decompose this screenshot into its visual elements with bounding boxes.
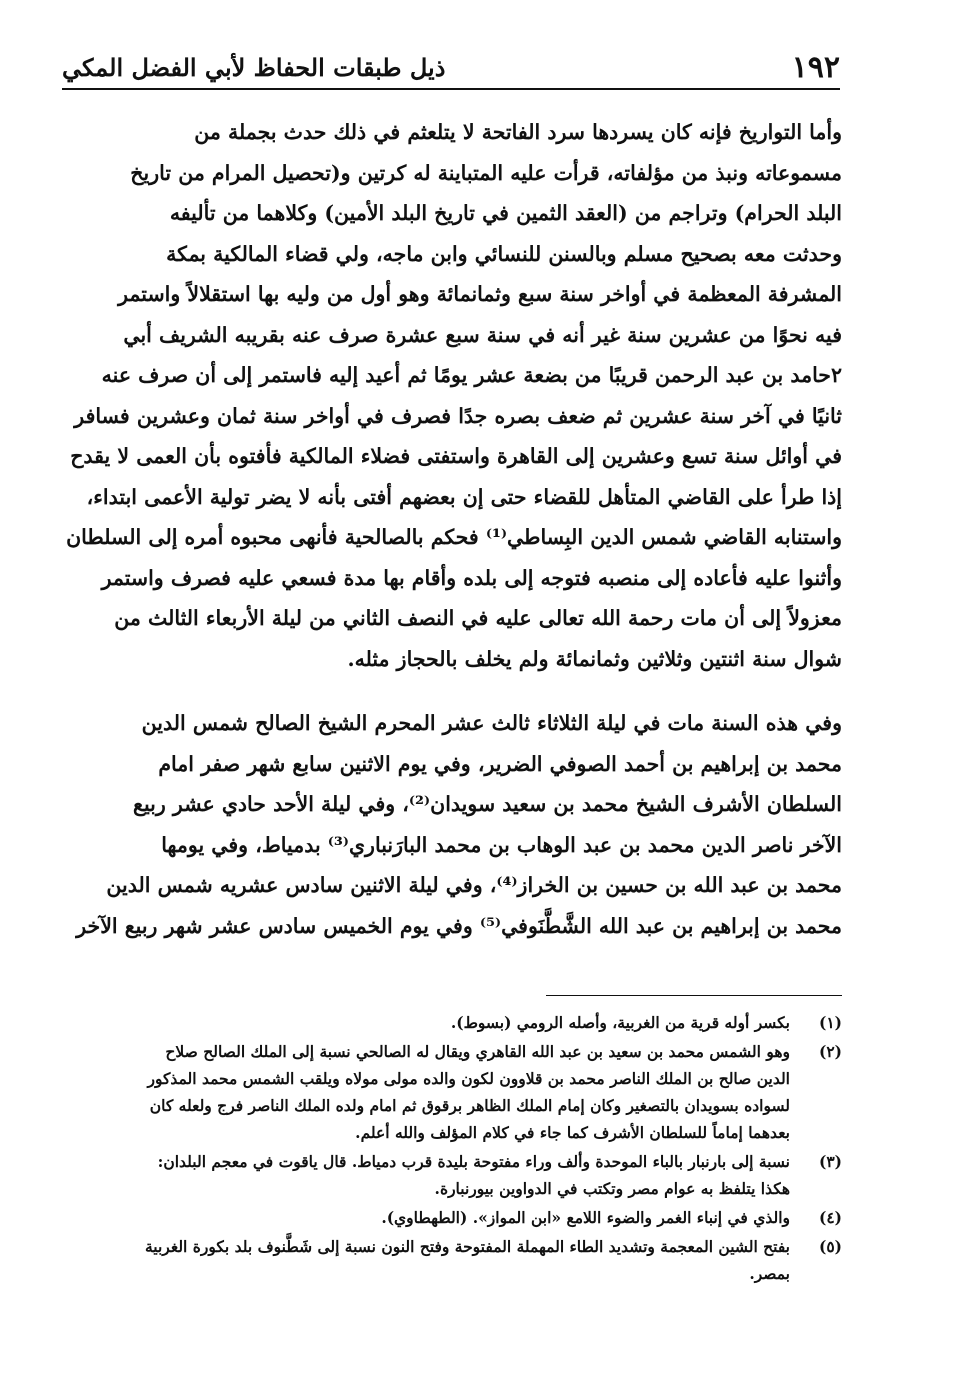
text-line: وأما التواريخ فإنه كان يسردها سرد الفاتحة لا يتلعثم في ذلك حدث بجملة من [194, 120, 842, 144]
footnote-line: لسواده بسويدان بالتصغير وكان إمام الملك الظاهر برقوق ثم امام ولده الملك الناصر فرج ولعله كان [149, 1096, 790, 1115]
running-title: ذيل طبقات الحفاظ لأبي الفضل المكي [62, 53, 446, 82]
footnote-number: (٥) [818, 1237, 842, 1256]
text-line: ٢حامد بن عبد الرحمن قريبًا من بضعة عشر يومًا ثم أعيد إليه فاستمر إلى أن صرف عنه [101, 363, 842, 387]
paragraph-1 [66, 112, 842, 679]
page-header [62, 48, 840, 90]
text-line: وفي هذه السنة مات في ليلة الثلاثاء ثالث عشر المحرم الشيخ الصالح شمس الدين [141, 711, 842, 735]
text-line: شوال سنة اثنتين وثلاثين وثمانمائة ولم يخلف بالحجاز مثله. [347, 646, 842, 671]
text-line: في أوائل سنة تسع وعشرين إلى القاهرة واستفتى فضلاء المالكية فأفتوه بأن العمى لا يقدح [70, 444, 842, 468]
text-line: واستنابه القاضي شمس الدين البِساطي⁽¹⁾ فحكم بالصالحية فأنهى محبوه أمره إلى السلطان [66, 525, 842, 549]
footnote-number: (٤) [818, 1208, 842, 1227]
text-line: محمد بن إبراهيم بن عبد الله الشَّطَّنَوفي⁽⁵⁾ وفي يوم الخميس سادس عشر شهر ربيع الآخر [76, 913, 842, 938]
footnote-4 [66, 1204, 842, 1231]
footnote-line: هكذا يتلفظ به عوام مصر وتكتب في الدواوين بيورنبارة. [434, 1179, 790, 1198]
footnote-line: بكسر أوله قرية من الغربية، وأصله الرومي (بسوط). [450, 1013, 790, 1032]
main-text [66, 112, 842, 946]
page-number: ١٩٢ [791, 50, 840, 85]
text-line: معزولاً إلى أن مات رحمة الله تعالى عليه في النصف الثاني من ليلة الأربعاء الثالث من [114, 606, 842, 630]
text-line: محمد بن عبد الله بن حسين بن الخراز⁽⁴⁾، وفي ليلة الاثنين سادس عشريه شمس الدين [106, 873, 842, 897]
footnote-5 [66, 1233, 842, 1287]
footnote-number: (١) [818, 1013, 842, 1032]
text-line: البلد الحرام) وتراجم من (العقد الثمين في تاريخ البلد الأمين) وكلاهما من تأليفه [169, 201, 842, 225]
footnote-2 [66, 1038, 842, 1146]
text-line: فيه نحوًا من عشرين سنة غير أنه في سنة سبع عشرة صرف عنه بقريبه الشريف أبي [123, 322, 842, 347]
text-line: إذا طرأ على القاضي المتأهل للقضاء حتى إن بعضهم أفتى بأنه لا يضر تولية الأعمى ابتداء، [86, 484, 842, 509]
paragraph-2 [66, 703, 842, 946]
footnote-line: والذي في إنباء الغمر والضوء اللامع «ابن المواز». (الطهطاوي). [381, 1208, 790, 1227]
text-line: مسموعاته ونبذ من مؤلفاته، قرأت عليه المتباينة له كرتين و(تحصيل المرام من تاريخ [130, 160, 842, 185]
text-line: المشرفة المعظمة في أواخر سنة سبع وثمانمائة وهو أول من وليه بها استقلالاً واستمر [118, 282, 842, 306]
text-line: وحدثت معه بصحيح مسلم وبالسنن للنسائي وابن ماجه، ولي قضاء المالكية بمكة [166, 241, 842, 266]
footnote-line: بعدهما إماماً للسلطان الأشرف كما جاء في كلام المؤلف والله أعلم. [355, 1123, 790, 1142]
footnote-line: بفتح الشين المعجمة وتشديد الطاء المهملة المفتوحة وفتح النون نسبة إلى شَطَّنوف بلد بكورة الغربية [144, 1237, 790, 1256]
text-line: محمد بن إبراهيم بن أحمد الصوفي الضرير، وفي يوم الاثنين سابع شهر صفر امام [158, 751, 842, 776]
footnote-line: نسبة إلى بارنبار بالباء الموحدة وألف وراء مفتوحة بليدة قرب دمياط. قال ياقوت في معجم البلدان: [157, 1152, 790, 1171]
footnote-line: بمصر. [749, 1264, 790, 1283]
footnote-number: (٢) [818, 1042, 842, 1061]
footnotes [66, 1009, 842, 1289]
text-line: وأثنوا عليه فأعاده إلى منصبه فتوجه إلى بلده وأقام بها مدة فسعي عليه فصرف واستمر [101, 565, 842, 590]
text-line: ثانيًا في آخر سنة عشرين ثم ضعف بصره جدًا فصرف في أواخر سنة ثمان وعشرين فسافر [74, 403, 842, 428]
footnote-line: وهو الشمس محمد بن سعيد بن عبد الله القاهري ويقال له الصالحي نسبة إلى الملك الصالح صلاح [165, 1042, 790, 1061]
text-line: السلطان الأشرف الشيخ محمد بن سعيد سويدان⁽²⁾، وفي ليلة الأحد حادي عشر ربيع [133, 792, 842, 816]
footnote-3 [66, 1148, 842, 1202]
footnote-line: الدين صالح بن الملك الناصر محمد بن قلاوون لكون والده مولى مولاه ويلقب الشمس محمد المذكور [147, 1069, 790, 1088]
footnote-separator [546, 995, 842, 996]
footnote-1 [66, 1009, 842, 1036]
text-line: الآخر ناصر الدين محمد بن عبد الوهاب بن محمد البارَنباري⁽³⁾ بدمياط، وفي يومها [161, 832, 842, 857]
footnote-number: (٣) [818, 1152, 842, 1171]
